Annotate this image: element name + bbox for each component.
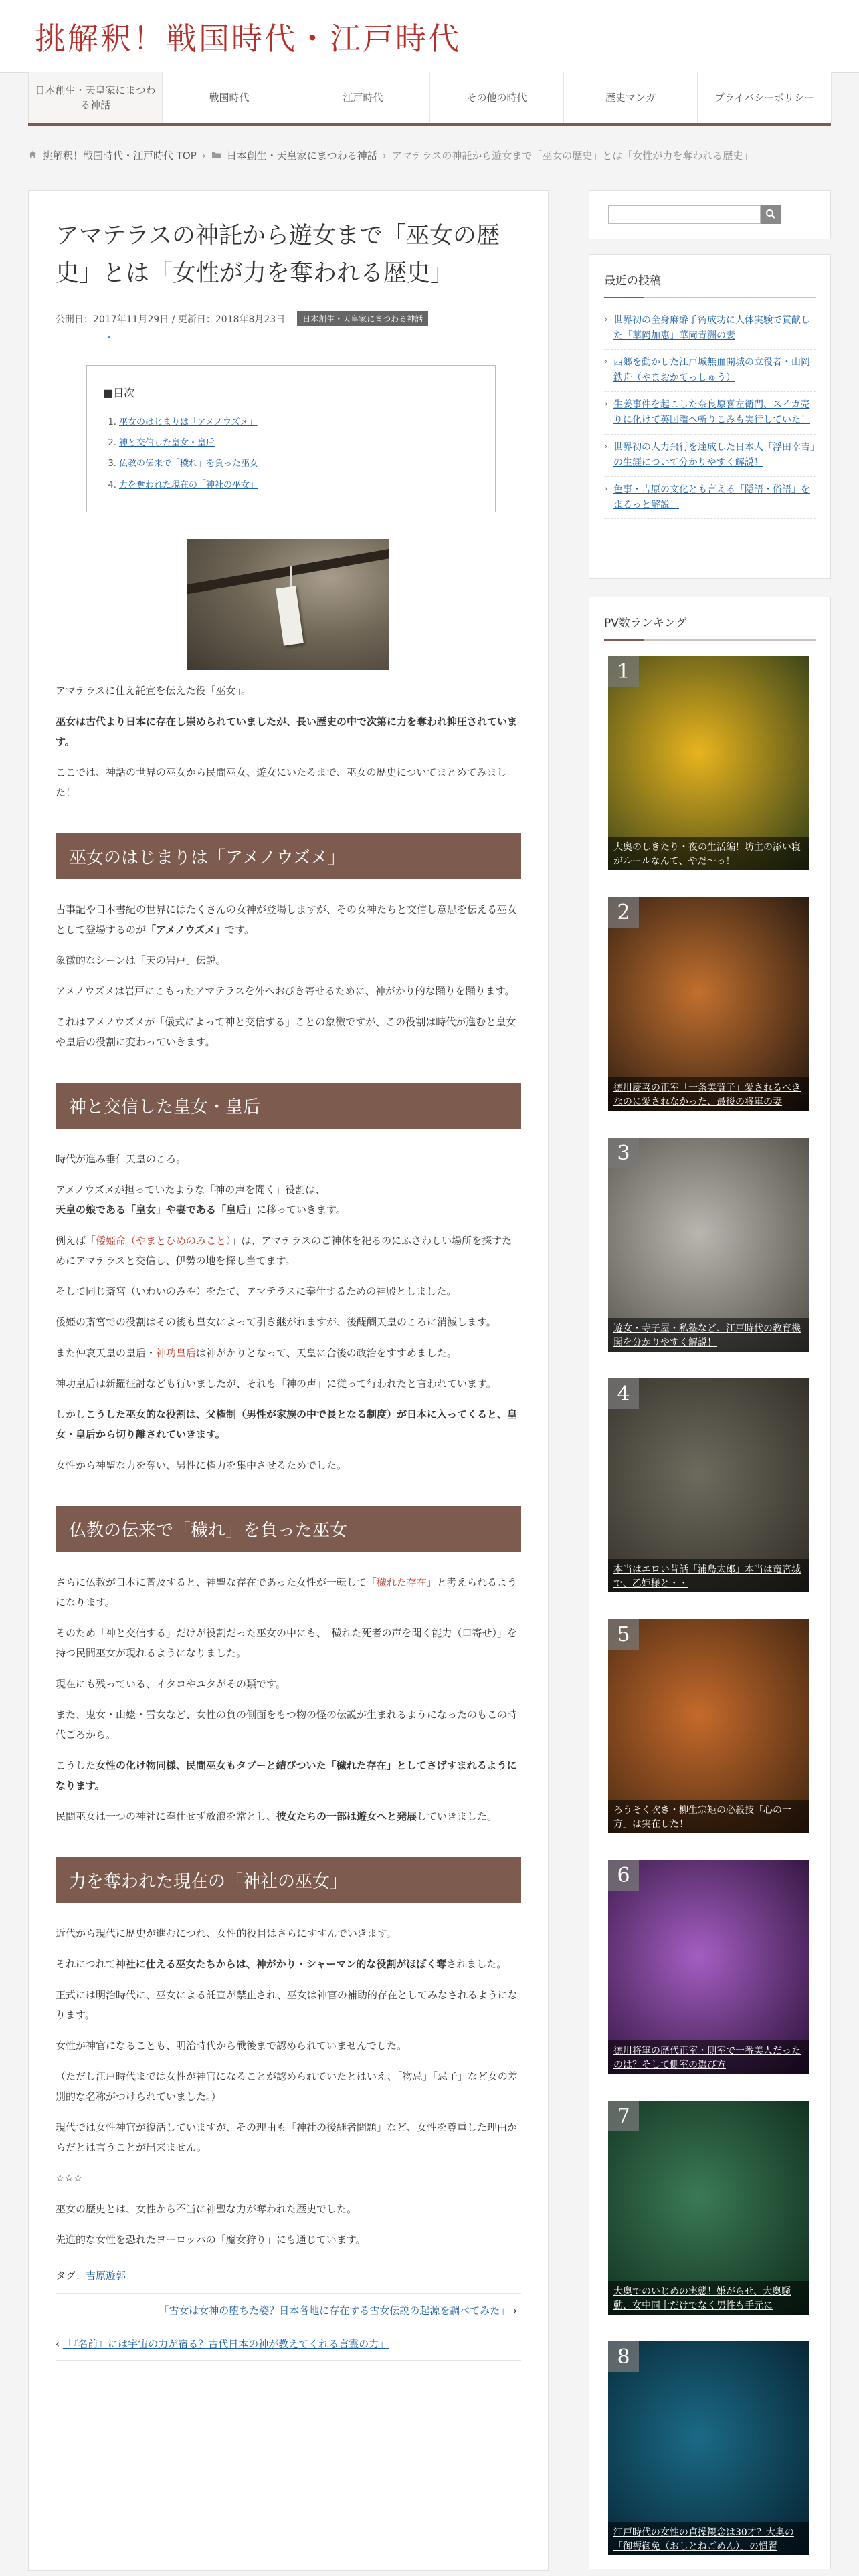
- share-dot: [108, 336, 110, 338]
- folder-icon: [211, 150, 221, 162]
- nav-item-myth[interactable]: 日本創生・天皇家にまつわる神話: [29, 72, 163, 123]
- paragraph: アメノウズメは岩戸にこもったアマテラスを外へおびき寄せるために、神がかり的な踊りを踊ります。: [56, 984, 515, 997]
- paragraph: 先進的な女性を恐れたヨーロッパの「魔女狩り」にも通じています。: [56, 2233, 366, 2246]
- ranking-item[interactable]: [608, 1860, 809, 2074]
- paragraph: 巫女の歴史とは、女性から不当に神聖な力が奪われた歴史でした。: [56, 2202, 357, 2215]
- search-icon: [765, 209, 776, 221]
- toc-item[interactable]: 巫女のはじまりは「アメノウズメ」: [119, 417, 258, 427]
- ranking-caption[interactable]: 江戸時代の女性の貞操観念は30才？大奥の「御褥御免（おしとねごめん）」の慣習: [608, 2522, 809, 2555]
- prev-post: [56, 2327, 521, 2361]
- recent-post-link[interactable]: 世界初の人力飛行を達成した日本人「浮田幸吉」の生涯について分かりやすく解説！: [613, 441, 815, 468]
- ranking-caption[interactable]: 大奥のしきたり・夜の生活編！坊主の添い寝がルールなんて、やだ〜っ！: [608, 837, 809, 870]
- toc-list: [103, 412, 479, 496]
- tags: [56, 2268, 521, 2282]
- paragraph: 倭姫の斎宮での役割はその後も皇女によって引き継がれますが、後醍醐天皇のころに消滅します。: [56, 1315, 496, 1328]
- ranking-caption[interactable]: ろうそく吹き・柳生宗矩の必殺技「心の一方」は実在した！: [608, 1800, 809, 1833]
- paragraph: そのため「神と交信する」だけが役割だった巫女の中にも、「穢れた死者の声を聞く能力（口寄せ）」を持つ民間巫女が現れるようになりました。: [56, 1626, 518, 1659]
- paragraph: 現代では女性神官が復活していますが、その理由も「神社の後継者問題」など、女性を尊重した理由からだとは言うことが出来ません。: [56, 2121, 518, 2153]
- ranking-number: 8: [608, 2341, 639, 2372]
- recent-post-link[interactable]: 西郷を動かした江戸城無血開城の立役者・山岡鉄舟（やまおかてっしゅう）: [613, 357, 810, 384]
- section-heading-4: 力を奪われた現在の「神社の巫女」: [56, 1857, 521, 1903]
- toc-item[interactable]: 仏教の伝来で「穢れ」を負った巫女: [119, 459, 259, 469]
- ranking-item[interactable]: [608, 1619, 809, 1833]
- post-navigation: [56, 2293, 521, 2361]
- paragraph: 時代が進み垂仁天皇のころ。: [56, 1152, 187, 1165]
- ranking-title: PV数ランキング: [604, 613, 816, 641]
- paragraph: 近代から現代に歴史が進むにつれ、女性的役目はさらにすすんでいきます。: [56, 1927, 397, 1939]
- paragraph: こうした女性の化け物同様、民間巫女もタブーと結びついた「穢れた存在」としてさげすまれるようになります。: [56, 1759, 517, 1792]
- recent-posts-list: [604, 308, 816, 519]
- post-date: 公開日：2017年11月29日 / 更新日：2018年8月23日: [56, 314, 286, 325]
- search-button[interactable]: [761, 205, 781, 224]
- global-nav: [28, 72, 832, 123]
- paragraph: また、鬼女・山姥・雪女など、女性の負の側面をもつ物の怪の伝説が生まれるようになったのもこの時代ごろから。: [56, 1708, 518, 1741]
- home-icon: [28, 150, 37, 162]
- nav-item-privacy[interactable]: プライバシーポリシー: [698, 72, 832, 123]
- section-heading-2: 神と交信した皇女・皇后: [56, 1083, 521, 1129]
- breadcrumb: [28, 148, 753, 163]
- breadcrumb-home[interactable]: 挑解釈！戦国時代・江戸時代 TOP: [43, 150, 197, 162]
- breadcrumb-current: アマテラスの神託から遊女まで「巫女の歴史」とは「女性が力を奪われる歴史」: [391, 150, 753, 162]
- prev-post-link[interactable]: 「『名前』には宇宙の力が宿る？古代日本の神が教えてくれる言霊の力」: [62, 2337, 389, 2350]
- list-item: [604, 392, 816, 434]
- intro-text-bold: 巫女は古代より日本に存在し崇められていましたが、長い歴史の中で次第に力を奪われ抑圧されています。: [56, 715, 518, 748]
- article: [28, 190, 549, 2571]
- ranking-item[interactable]: [608, 897, 809, 1111]
- breadcrumb-separator: ›: [382, 149, 387, 162]
- paragraph: それにつれて神社に仕える巫女たちからは、神がかり・シャーマン的な役割がほぼく奪されました。: [56, 1957, 507, 1970]
- ranking-caption[interactable]: 遊女・寺子屋・私塾など、江戸時代の教育機関を分かりやすく解説！: [608, 1318, 809, 1352]
- ranking-number: 1: [608, 656, 639, 687]
- paragraph: 民間巫女は一つの神社に奉仕せず放浪を常とし、彼女たちの一部は遊女へと発展していきました。: [56, 1810, 498, 1822]
- toc-item[interactable]: 神と交信した皇女・皇后: [119, 438, 215, 449]
- ranking-number: 7: [608, 2101, 639, 2131]
- recent-post-link[interactable]: 色事・吉原の文化とも言える「隠語・俗語」をまるっと解説！: [613, 484, 810, 510]
- ranking-number: 2: [608, 897, 639, 928]
- recent-posts-title: 最近の投稿: [604, 271, 816, 298]
- list-item: [604, 435, 816, 477]
- next-post: [56, 2294, 521, 2327]
- site-title[interactable]: 挑解釈！戦国時代・江戸時代: [35, 21, 461, 57]
- nav-item-other-eras[interactable]: その他の時代: [430, 72, 564, 123]
- ranking-caption[interactable]: 徳川慶喜の正室「一条美賀子」愛されるべきなのに愛されなかった、最後の将軍の妻: [608, 1077, 809, 1111]
- paragraph: （ただし江戸時代までは女性が神官になることが認められていたとはいえ、「物忌」「忌子」など女の差別的な名称がつけられていました。）: [56, 2070, 518, 2103]
- ranking-number: 6: [608, 1860, 639, 1891]
- ranking-item[interactable]: [608, 1138, 809, 1352]
- tags-label: タグ：: [56, 2269, 86, 2282]
- paragraph: アメノウズメが担っていたような「神の声を聞く」役割は、天皇の娘である「皇女」や妻である「皇后」に移っていきます。: [56, 1183, 346, 1216]
- paragraph: 女性が神官になることも、明治時代から戦後まで認められていませんでした。: [56, 2039, 407, 2052]
- list-item: [604, 308, 816, 350]
- intro-text: アマテラスに仕え託宣を伝えた役「巫女」。: [56, 684, 252, 697]
- omikuji-photo: [187, 539, 389, 670]
- recent-post-link[interactable]: 生姜事件を起こした奈良原喜左衛門、スイカ売りに化けて英国艦へ斬りこみも実行していた！: [613, 399, 810, 426]
- paragraph: しかしこうした巫女的な役割は、父権制（男性が家族の中で長となる制度）が日本に入ってくると、皇女・皇后から切り離されていきます。: [56, 1408, 518, 1440]
- category-badge[interactable]: 日本創生・天皇家にまつわる神話: [297, 311, 428, 326]
- paragraph: また仲哀天皇の皇后・神功皇后は神がかりとなって、天皇に合後の政治をすすめました。: [56, 1346, 457, 1359]
- toc-item[interactable]: 力を奪われた現在の「神社の巫女」: [119, 479, 259, 490]
- paragraph: 象徴的なシーンは「天の岩戸」伝説。: [56, 954, 226, 966]
- ranking-caption[interactable]: 本当はエロい昔話「浦島太郎」本当は竜宮城で、乙姫様と・・: [608, 1559, 809, 1592]
- article-meta: [56, 311, 521, 326]
- chevron-right-icon: ›: [513, 2304, 517, 2317]
- ranking-item[interactable]: [608, 1378, 809, 1592]
- recent-posts-widget: [589, 254, 831, 579]
- ranking-caption[interactable]: 大奥でのいじめの実態！嫌がらせ、大奥騒動、女中同士だけでなく男性も手元に: [608, 2281, 809, 2315]
- intro-text: ここでは、神話の世界の巫女から民間巫女、遊女にいたるまで、巫女の歴史についてまとめてみました！: [56, 766, 507, 798]
- paragraph: 正式には明治時代に、巫女による託宣が禁止され、巫女は神官の補助的存在としてみなされるようになります。: [56, 1988, 518, 2021]
- search-input[interactable]: [608, 205, 761, 224]
- stars: ☆☆☆: [56, 2171, 83, 2184]
- ranking-caption[interactable]: 徳川将軍の歴代正室・側室で一番美人だったのは？そして側室の選び方: [608, 2040, 809, 2074]
- paragraph: 神功皇后は新羅征討なども行いましたが、それも「神の声」に従って行われたと言われています。: [56, 1377, 496, 1390]
- paragraph: 女性から神聖な力を奪い、男性に権力を集中させるためでした。: [56, 1459, 347, 1471]
- list-item: [604, 477, 816, 519]
- section-heading-3: 仏教の伝来で「穢れ」を負った巫女: [56, 1506, 521, 1552]
- nav-underline: [28, 123, 831, 126]
- ranking-item[interactable]: [608, 2341, 809, 2555]
- recent-post-link[interactable]: 世界初の全身麻酔手術成功に人体実験で貢献した「華岡加恵」華岡青洲の妻: [613, 315, 810, 342]
- paragraph: さらに仏教が日本に普及すると、神聖な存在であった女性が一転して「穢れた存在」と考えられるようになります。: [56, 1576, 517, 1608]
- list-item: [604, 350, 816, 392]
- table-of-contents: [86, 365, 496, 512]
- paragraph: 現在にも残っている、イタコやユタがその類です。: [56, 1677, 286, 1690]
- ranking-item[interactable]: [608, 2101, 809, 2315]
- section-heading-1: 巫女のはじまりは「アメノウズメ」: [56, 833, 521, 879]
- nav-item-manga[interactable]: 歴史マンガ: [564, 72, 698, 123]
- next-post-link[interactable]: 「雪女は女神の堕ちた姿？日本各地に存在する雪女伝説の起源を調べてみた」: [159, 2304, 510, 2317]
- paragraph: そして同じ斎宮（いわいのみや）をたて、アマテラスに奉仕するための神殿としました。: [56, 1285, 457, 1297]
- breadcrumb-category[interactable]: 日本創生・天皇家にまつわる神話: [226, 150, 377, 162]
- toc-title: ■目次: [103, 387, 135, 399]
- ranking-item[interactable]: [608, 656, 809, 870]
- chevron-left-icon: ‹: [56, 2337, 60, 2350]
- ranking-widget: [589, 597, 831, 2569]
- nav-item-edo[interactable]: 江戸時代: [296, 72, 430, 123]
- ranking-number: 3: [608, 1138, 639, 1168]
- paragraph: 例えば「倭姫命（やまとひめのみこと）」は、アマテラスのご神体を祀るのにふさわしい場所を探すためにアマテラスと交信し、伊勢の地を探し当てます。: [56, 1234, 512, 1267]
- nav-item-sengoku[interactable]: 戦国時代: [163, 72, 296, 123]
- breadcrumb-separator: ›: [201, 149, 206, 162]
- ranking-number: 5: [608, 1619, 639, 1650]
- ranking-number: 4: [608, 1378, 639, 1409]
- tag-link[interactable]: 吉原遊郭: [86, 2269, 126, 2282]
- article-title: アマテラスの神託から遊女まで「巫女の歴史」とは「女性が力を奪われる歴史」: [56, 223, 500, 287]
- paragraph: 古事記や日本書紀の世界にはたくさんの女神が登場しますが、その女神たちと交信し意思を伝える巫女として登場するのが「アメノウズメ」です。: [56, 903, 518, 936]
- site-header: [0, 0, 859, 73]
- search-widget: [589, 190, 831, 239]
- paragraph: これはアメノウズメが「儀式によって神と交信する」ことの象徴ですが、この役割は時代が進むと皇女や皇后の役割に変わっていきます。: [56, 1015, 516, 1048]
